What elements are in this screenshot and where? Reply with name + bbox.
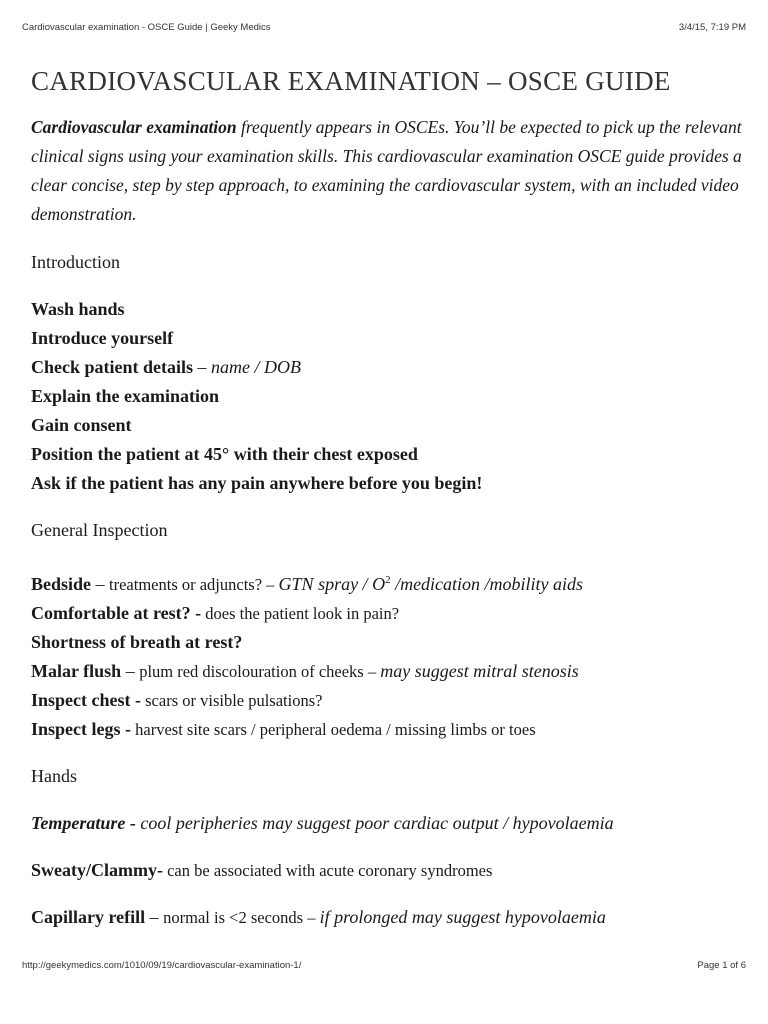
step-consent: Gain consent — [31, 415, 132, 435]
section-heading-general-inspection: General Inspection — [31, 520, 168, 540]
step-check-details: Check patient details – name / DOB — [31, 357, 301, 377]
section-heading-introduction: Introduction — [31, 252, 120, 272]
footer-page-number: Page 1 of 6 — [697, 960, 746, 971]
step-wash-hands: Wash hands — [31, 299, 125, 319]
item-sweaty-clammy: Sweaty/Clammy- can be associated with acute coronary syndromes — [31, 860, 493, 880]
page-title: CARDIOVASCULAR EXAMINATION – OSCE GUIDE — [31, 66, 671, 96]
step-position: Position the patient at 45° with their chest exposed — [31, 444, 418, 464]
print-footer — [22, 960, 746, 971]
intro-bold: Cardiovascular examination — [31, 117, 237, 137]
step-introduce: Introduce yourself — [31, 328, 174, 348]
header-datetime: 3/4/15, 7:19 PM — [678, 22, 746, 33]
item-malar-flush: Malar flush – plum red discolouration of cheeks – may suggest mitral stenosis — [31, 661, 579, 681]
header-title: Cardiovascular examination - OSCE Guide | Geeky Medics — [22, 22, 271, 33]
item-temperature: Temperature - cool peripheries may suggest poor cardiac output / hypovolaemia — [31, 813, 614, 833]
item-inspect-legs: Inspect legs - harvest site scars / peripheral oedema / missing limbs or toes — [31, 719, 536, 739]
item-comfortable: Comfortable at rest? - does the patient look in pain? — [31, 603, 400, 623]
print-header — [22, 22, 746, 33]
footer-url[interactable]: http://geekymedics.com/1010/09/19/cardiovascular-examination-1/ — [22, 960, 302, 971]
item-shortness-of-breath: Shortness of breath at rest? — [31, 632, 243, 652]
section-heading-hands: Hands — [31, 766, 77, 786]
item-bedside: Bedside – treatments or adjuncts? – GTN spray / $O^2$ /medication /mobility aids — [31, 574, 584, 594]
step-ask-pain: Ask if the patient has any pain anywhere before you begin! — [31, 473, 483, 493]
item-inspect-chest: Inspect chest - scars or visible pulsations? — [31, 690, 323, 710]
item-capillary-refill: Capillary refill – normal is <2 seconds – if prolonged may suggest hypovolaemia — [31, 907, 606, 927]
intro-text: frequently appears in OSCEs. You’ll be expected to pick up the relevant clinical signs using your examination skills. This cardiovascular examination OSCE guide provides a clear concise, step by step approach, to examining the cardiovascular system, with an included video demonstration. — [31, 117, 742, 224]
step-explain: Explain the examination — [31, 386, 220, 406]
document-body — [31, 62, 746, 932]
intro-paragraph — [31, 113, 746, 229]
